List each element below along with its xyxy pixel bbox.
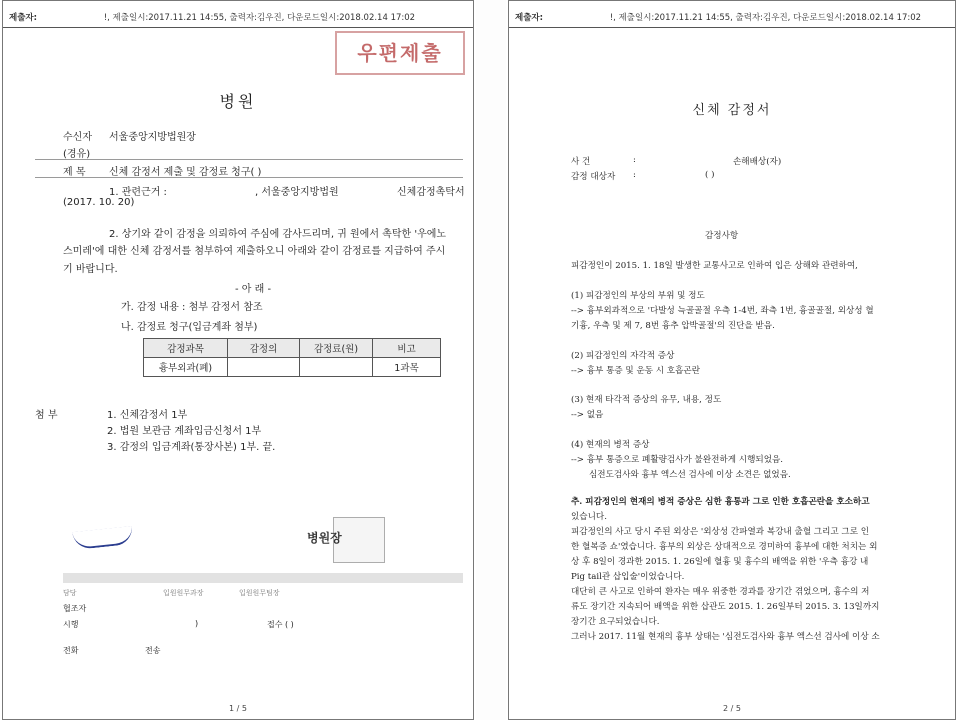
signature-mark xyxy=(72,526,134,550)
header-meta: !, 제출일시:2017.11.21 14:55, 출력자:김우진, 다운로드일시:2018.02.14 17:02 xyxy=(609,13,922,23)
hospital-title: 병원 xyxy=(219,92,257,111)
header-divider xyxy=(3,27,473,28)
note-line: 그러나 2017. 11월 현재의 흉부 상태는 '심전도검사와 흉부 엑스선 검사에 이상 소 xyxy=(571,632,880,642)
recipient-label: 수신자 xyxy=(63,132,92,143)
item-ga: 가. 감정 내용 : 첨부 감정서 참조 xyxy=(121,302,263,313)
section-1-line: --> 흉부외과적으로 '다발성 늑골골절 우측 1-4번, 좌측 1번, 흉골골절, 외상성 혈 xyxy=(571,306,874,316)
execution-paren: ) xyxy=(195,619,199,628)
attachment-1: 1. 신체감정서 1부 xyxy=(107,410,188,421)
section-3-title: (3) 현재 타각적 증상의 유무, 내용, 정도 xyxy=(571,395,722,405)
execution-label: 시행 xyxy=(63,620,79,629)
table-cell xyxy=(228,358,300,377)
via-label: (경유) xyxy=(63,149,91,160)
table-cell: 흉부외과(폐) xyxy=(144,358,228,377)
subject-label: 제 목 xyxy=(63,167,86,178)
subject-paren: ( ) xyxy=(705,170,715,180)
colon: : xyxy=(633,155,636,165)
para1-date: (2017. 10. 20) xyxy=(63,197,135,208)
column-header: 감정과목 xyxy=(144,339,228,358)
header-meta: !, 제출일시:2017.11.21 14:55, 출력자:김우진, 다운로드일시:2018.02.14 17:02 xyxy=(103,13,416,23)
subject-value: 신체 감정서 제출 및 감정료 청구( ) xyxy=(109,167,262,178)
receipt-label: 접수 ( ) xyxy=(267,620,294,629)
divider xyxy=(35,159,463,160)
note-line: Pig tail관 삽입술'이었습니다. xyxy=(571,572,685,582)
attachment-label: 첨 부 xyxy=(35,410,58,421)
column-header: 비고 xyxy=(373,339,441,358)
para2-line3: 기 바랍니다. xyxy=(63,264,118,275)
note-line: 류도 장기간 지속되어 배액을 위한 삽관도 2015. 1. 26일부터 2015. 3. 13일까지 xyxy=(571,602,880,612)
approval-label: 입원원무과장 xyxy=(163,589,204,597)
hospital-director-seal: 병원장 xyxy=(307,531,342,545)
section-2-line: --> 흉부 통증 및 운동 시 호흡곤란 xyxy=(571,366,701,376)
note-line: 장기간 요구되었습니다. xyxy=(571,617,660,627)
case-value: 손해배상(자) xyxy=(733,157,782,167)
recipient-value: 서울중앙지방법원장 xyxy=(109,132,196,143)
document-page-2 xyxy=(508,0,956,720)
phone-label: 전화 xyxy=(63,646,79,655)
approval-band xyxy=(63,573,463,583)
intro-text: 피감정인이 2015. 1. 18일 발생한 교통사고로 인하여 입은 상해와 관련하여, xyxy=(571,261,858,271)
table-row xyxy=(144,358,441,377)
note-line: 있습니다. xyxy=(571,512,607,522)
column-header: 감정의 xyxy=(228,339,300,358)
below-heading: - 아 래 - xyxy=(235,284,272,295)
para2-line1: 2. 상기와 같이 감정을 의뢰하여 주심에 감사드리며, 귀 원에서 촉탁한 '우에노 xyxy=(109,229,447,240)
submitter-label: 제출자: xyxy=(515,13,544,23)
approval-label: 담당 xyxy=(63,589,77,597)
para1-doc: 신체감정촉탁서 xyxy=(397,187,465,198)
note-line: 한 혈복증 쇼'였습니다. 흉부의 외상은 상대적으로 경미하여 흉부에 대한 처치는 외 xyxy=(571,542,878,552)
case-label: 사 건 xyxy=(571,157,591,167)
divider xyxy=(35,177,463,178)
header-divider xyxy=(509,27,955,28)
section-4-line: 심전도검사와 흉부 엑스선 검사에 이상 소견은 없었음. xyxy=(589,470,791,480)
table-cell xyxy=(300,358,373,377)
subject-label: 감정 대상자 xyxy=(571,172,616,182)
para1-basis: 1. 관련근거 : xyxy=(109,187,167,198)
note-line: 추. 피감정인의 현재의 병적 증상은 심한 흉통과 그로 인한 호흡곤란을 호소하고 xyxy=(571,497,870,507)
cooperator-label: 협조자 xyxy=(63,604,87,613)
colon: : xyxy=(633,170,636,180)
page-gutter xyxy=(476,0,506,720)
report-title: 신체 감정서 xyxy=(692,103,772,118)
item-na: 나. 감정료 청구(입금계좌 첨부) xyxy=(121,322,258,333)
note-line: 피감정인의 사고 당시 주된 외상은 '외상성 간파열과 복강내 출혈 그리고 그로 인 xyxy=(571,527,870,537)
document-page-1 xyxy=(2,0,474,720)
para1-court: , 서울중앙지방법원 xyxy=(255,187,339,198)
section-title: 감정사항 xyxy=(705,231,739,241)
approval-label: 입원원무팀장 xyxy=(239,589,280,597)
table-cell: 1과목 xyxy=(373,358,441,377)
fee-table xyxy=(143,338,441,377)
column-header: 감정료(원) xyxy=(300,339,373,358)
page-number: 1 / 5 xyxy=(229,704,247,713)
section-2-title: (2) 피감정인의 자각적 증상 xyxy=(571,351,675,361)
section-4-title: (4) 현재의 병적 증상 xyxy=(571,440,650,450)
section-3-line: --> 없음 xyxy=(571,410,604,420)
postal-submission-stamp: 우편제출 xyxy=(335,31,465,75)
note-line: 대단히 큰 사고로 인하여 환자는 매우 위중한 경과를 장기간 겪었으며, 흉수의 저 xyxy=(571,587,870,597)
para2-line2: 스미레'에 대한 신체 감정서를 첨부하여 제출하오니 아래와 같이 감정료를 지급하여 주시 xyxy=(63,246,446,257)
section-4-line: --> 흉부 통증으로 폐활량검사가 불완전하게 시행되었음. xyxy=(571,455,784,465)
attachment-3: 3. 감정의 입금계좌(통장사본) 1부. 끝. xyxy=(107,442,276,453)
submitter-label: 제출자: xyxy=(9,13,38,23)
note-line: 상 후 8일이 경과한 2015. 1. 26일에 혈흉 및 흉수의 배액을 위한 '우측 흉강 내 xyxy=(571,557,869,567)
page-header xyxy=(9,11,415,23)
section-1-line: 기흉, 우측 및 제 7, 8번 흉추 압박골절'의 진단을 받음. xyxy=(571,321,775,331)
section-1-title: (1) 피감정인의 부상의 부위 및 정도 xyxy=(571,291,705,301)
page-header xyxy=(515,11,921,23)
fax-label: 전송 xyxy=(145,646,161,655)
table-header-row xyxy=(144,339,441,358)
attachment-2: 2. 법원 보관금 계좌입금신청서 1부 xyxy=(107,426,262,437)
page-number: 2 / 5 xyxy=(723,704,741,713)
